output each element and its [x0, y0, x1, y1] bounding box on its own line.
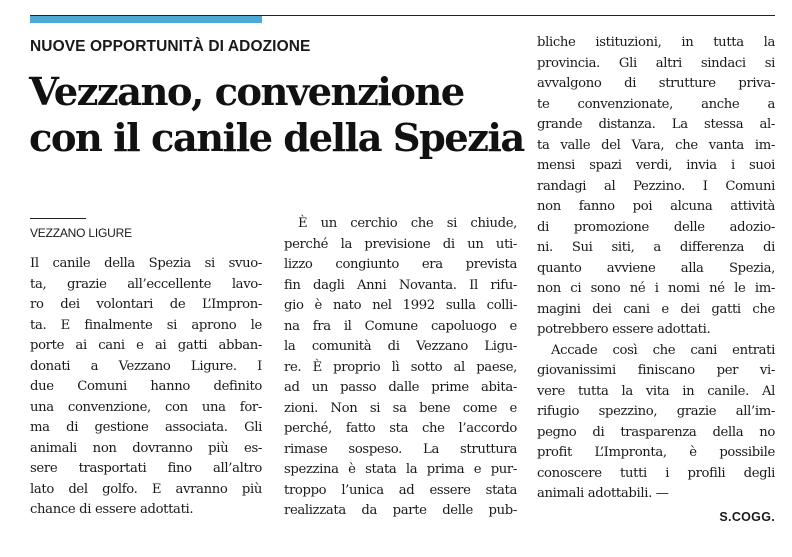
body-column-1: [30, 254, 262, 521]
text-line: spezzina è stata la prima e pur-: [284, 462, 517, 477]
headline: [29, 70, 524, 162]
text-line: di promozione delle adozio-: [537, 219, 775, 235]
byline: VEZZANO LIGURE: [30, 226, 132, 240]
text-line: pegno di trasparenza della no: [537, 424, 775, 440]
body-column-2: [284, 214, 517, 522]
text-line: È un cerchio che si chiude,: [298, 216, 517, 231]
text-line: mensi spazi verdi, invia i suoi: [537, 158, 775, 173]
text-line: randagi al Pezzino. I Comuni: [537, 178, 775, 194]
text-line: na fra il Comune capoluogo e: [284, 318, 517, 334]
text-line: animali adottabili. —: [537, 486, 669, 501]
text-line: potrebbero essere adottati.: [537, 322, 711, 337]
text-line: animali non dovranno più es-: [30, 440, 262, 456]
text-line: ta, grazie all’eccellente lavo-: [30, 276, 262, 292]
headline-line: con il canile della Spezia: [29, 116, 524, 161]
byline-rule: [30, 218, 86, 219]
text-line: grande distanza. La stessa al-: [537, 117, 775, 132]
text-line: sere trasportati fino all’altro: [30, 461, 262, 476]
text-line: giovanissimi finiscano per vi-: [537, 363, 775, 378]
text-line: non fanno poi alcuna attività: [537, 199, 775, 214]
text-line: Il canile della Spezia si svuo-: [30, 256, 262, 271]
text-line: ma di gestione associata. Gli: [30, 420, 262, 435]
text-line: ro dei volontari de L’Impron-: [30, 297, 262, 312]
text-line: bliche istituzioni, in tutta la: [537, 35, 775, 50]
text-line: realizzata da parte delle pub-: [284, 503, 517, 518]
text-line: porte ai cani e ai gatti abban-: [30, 338, 262, 353]
headline-line: Vezzano, convenzione: [29, 70, 464, 115]
text-line: lizzo congiunto era prevista: [284, 257, 517, 272]
text-line: ta. E finalmente si aprono le: [30, 317, 262, 333]
text-line: fin dagli Anni Novanta. Il rifu-: [284, 277, 517, 293]
text-line: la comunità di Vezzano Ligu-: [284, 339, 517, 354]
text-line: profit L’Impronta, è possibile: [537, 445, 775, 460]
text-line: ta valle del Vara, che vanta im-: [537, 137, 775, 153]
body-column-3: [537, 33, 775, 505]
text-line: re. È proprio lì sotto al paese,: [284, 359, 517, 375]
accent-bar: [30, 16, 262, 23]
text-line: Accade così che cani entrati: [551, 342, 775, 358]
text-line: lato del golfo. E avranno più: [30, 481, 262, 497]
text-line: provincia. Gli altri sindaci si: [537, 55, 775, 71]
text-line: non ci sono né i nomi né le im-: [537, 281, 775, 296]
text-line: gio è nato nel 1992 sulla colli-: [284, 298, 517, 313]
text-line: perché, fatto sta che l’accordo: [284, 421, 517, 436]
text-line: ni. Sui siti, a differenza di: [537, 240, 775, 255]
text-line: avvalgono di strutture priva-: [537, 76, 775, 91]
text-line: una convenzione, con una for-: [30, 399, 262, 415]
text-line: rimase sospeso. La struttura: [284, 441, 517, 457]
author-signature: S.COGG.: [719, 510, 775, 524]
text-line: perché la previsione di un uti-: [284, 236, 517, 252]
text-line: due Comuni hanno definito: [30, 379, 262, 394]
text-line: rifugio spezzino, grazie all’im-: [537, 404, 775, 419]
text-line: vere tutta la vita in canile. Al: [537, 383, 775, 399]
text-line: ad un passo dalle prime abita-: [284, 380, 517, 395]
text-line: troppo l’unica ad essere stata: [284, 482, 517, 498]
text-line: te convenzionate, anche a: [537, 96, 775, 112]
text-line: donati a Vezzano Ligure. I: [30, 358, 262, 374]
text-line: quanto avviene alla Spezia,: [537, 260, 775, 276]
kicker: NUOVE OPPORTUNITÀ DI ADOZIONE: [30, 38, 311, 55]
text-line: magini dei cani e dei gatti che: [537, 301, 775, 317]
text-line: chance di essere adottati.: [30, 502, 194, 517]
text-line: zioni. Non si sa bene come e: [284, 400, 517, 416]
text-line: conoscere tutti i profili degli: [537, 465, 775, 481]
